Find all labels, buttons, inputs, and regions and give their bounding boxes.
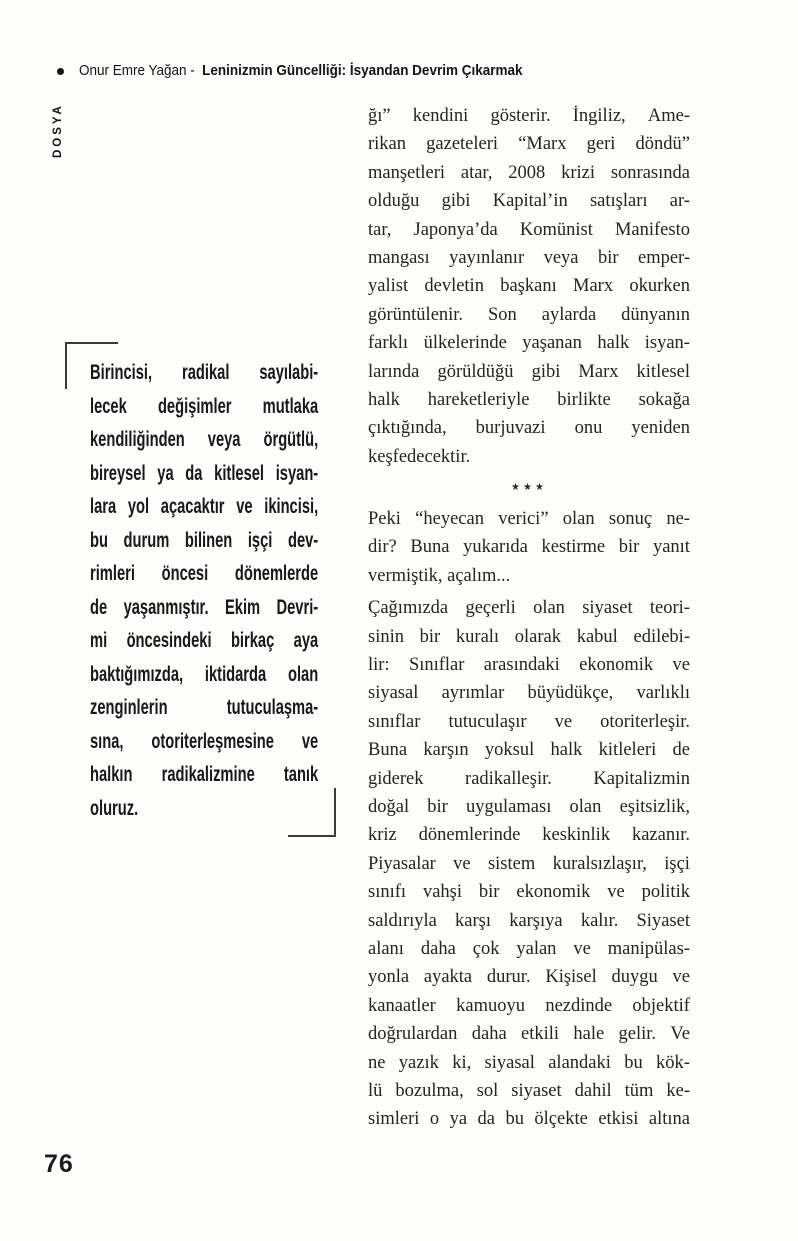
section-break-stars: ★★★ <box>511 482 547 494</box>
text-line: sınıfı vahşi bir ekonomik ve politik <box>368 882 690 903</box>
pull-quote-text <box>90 356 318 825</box>
quote-bracket-bottom-vertical <box>334 788 336 837</box>
text-line: vermiştik, açalım... <box>368 565 511 586</box>
text-line: kanaatler kamuoyu nezdinde objektif <box>368 995 690 1016</box>
quote-bracket-bottom <box>288 835 336 837</box>
text-line: rimleri öncesi dönemlerde <box>90 562 319 585</box>
quote-bracket-top-vertical <box>65 342 67 389</box>
text-line: simleri o ya da bu ölçekte etkisi altına <box>368 1109 690 1130</box>
text-line: giderek radikalleşir. Kapitalizmin <box>368 768 690 789</box>
text-line: yonla ayakta durur. Kişisel duygu ve <box>368 967 690 988</box>
text-line: ğı” kendini gösterir. İngiliz, Ame- <box>368 106 690 126</box>
quote-bracket-top <box>65 342 118 344</box>
text-line: bireysel ya da kitlesel isyan- <box>90 461 319 485</box>
text-line: kriz dönemlerinde keskinlik kazanır. <box>368 825 690 846</box>
text-line: lü bozulma, sol siyaset dahil tüm ke- <box>368 1080 690 1101</box>
text-line: zenginlerin tutuculaşma- <box>90 696 319 719</box>
text-line: oluruz. <box>90 796 139 820</box>
text-line: dir? Buna yukarıda kestirme bir yanıt <box>368 537 690 558</box>
text-line: larında görüldüğü gibi Marx kitlesel <box>368 361 690 382</box>
header-text <box>79 62 523 80</box>
page-number: 76 <box>44 1150 74 1178</box>
text-line: lecek değişimler mutlaka <box>90 394 319 418</box>
paragraph-2 <box>368 505 690 590</box>
text-line: Birincisi, radikal sayılabi- <box>90 361 319 384</box>
text-line: sına, otoriterleşmesine ve <box>90 729 319 753</box>
text-line: ne yazık ki, siyasal alandaki bu kök- <box>368 1052 690 1073</box>
text-line: manşetleri atar, 2008 krizi sonrasında <box>368 162 690 183</box>
text-line: alanı daha çok yalan ve manipülas- <box>368 938 690 959</box>
text-line: saldırıyla karşı karşıya kalır. Siyaset <box>368 910 690 931</box>
text-line: lir: Sınıflar arasındaki ekonomik ve <box>368 655 690 676</box>
pull-quote <box>90 356 318 825</box>
text-line: de yaşanmıştır. Ekim Devri- <box>90 595 319 619</box>
text-line: Piyasalar ve sistem kuralsızlaşır, işçi <box>368 853 690 874</box>
paragraph-3 <box>368 594 690 1133</box>
text-line: sınıflar tutuculaşır ve otoriterleşir. <box>368 711 690 732</box>
text-line: mangası yayınlanır veya bir emper- <box>368 247 690 268</box>
text-line: tar, Japonya’da Komünist Manifesto <box>368 219 690 240</box>
text-line: farklı ülkelerinde yaşanan halk isyan- <box>368 333 690 354</box>
page-header <box>57 62 572 80</box>
author-name: Onur Emre Yağan - <box>79 62 195 79</box>
text-line: baktığımızda, iktidarda olan <box>90 662 319 686</box>
article-title: Leninizmin Güncelliği: İsyandan Devrim Çıkarmak <box>202 62 523 79</box>
header-bullet-icon <box>57 68 64 75</box>
text-line: sinin bir kuralı olarak kabul edilebi- <box>368 626 690 647</box>
text-line: mi öncesindeki birkaç aya <box>90 629 319 652</box>
text-line: Peki “heyecan verici” olan sonuç ne- <box>368 509 690 530</box>
text-line: rikan gazeteleri “Marx geri döndü” <box>368 134 690 155</box>
body-column <box>368 102 690 1134</box>
text-line: çıktığında, burjuvazi onu yeniden <box>368 418 690 439</box>
section-label-dosya: DOSYA <box>52 103 64 158</box>
text-line: halkın radikalizmine tanık <box>90 763 319 786</box>
text-line: doğrulardan daha etkili hale gelir. Ve <box>368 1024 690 1045</box>
paragraph-1 <box>368 102 690 471</box>
text-line: olduğu gibi Kapital’in satışları ar- <box>368 191 690 212</box>
text-line: Buna karşın yoksul halk kitleleri de <box>368 740 690 761</box>
text-line: halk hareketleriyle birlikte sokağa <box>368 389 690 410</box>
text-line: siyasal ayrımlar büyüdükçe, varlıklı <box>368 683 690 704</box>
text-line: görüntülenir. Son aylarda dünyanın <box>368 304 690 325</box>
text-line: keşfedecektir. <box>368 446 471 467</box>
text-line: kendiliğinden veya örgütlü, <box>90 428 319 451</box>
text-line: yalist devletin başkanı Marx okurken <box>368 276 690 297</box>
text-line: lara yol açacaktır ve ikincisi, <box>90 495 319 518</box>
text-line: Çağımızda geçerli olan siyaset teori- <box>368 598 690 619</box>
text-line: doğal bir uygulaması olan eşitsizlik, <box>368 796 690 817</box>
text-line: bu durum bilinen işçi dev- <box>90 528 319 552</box>
